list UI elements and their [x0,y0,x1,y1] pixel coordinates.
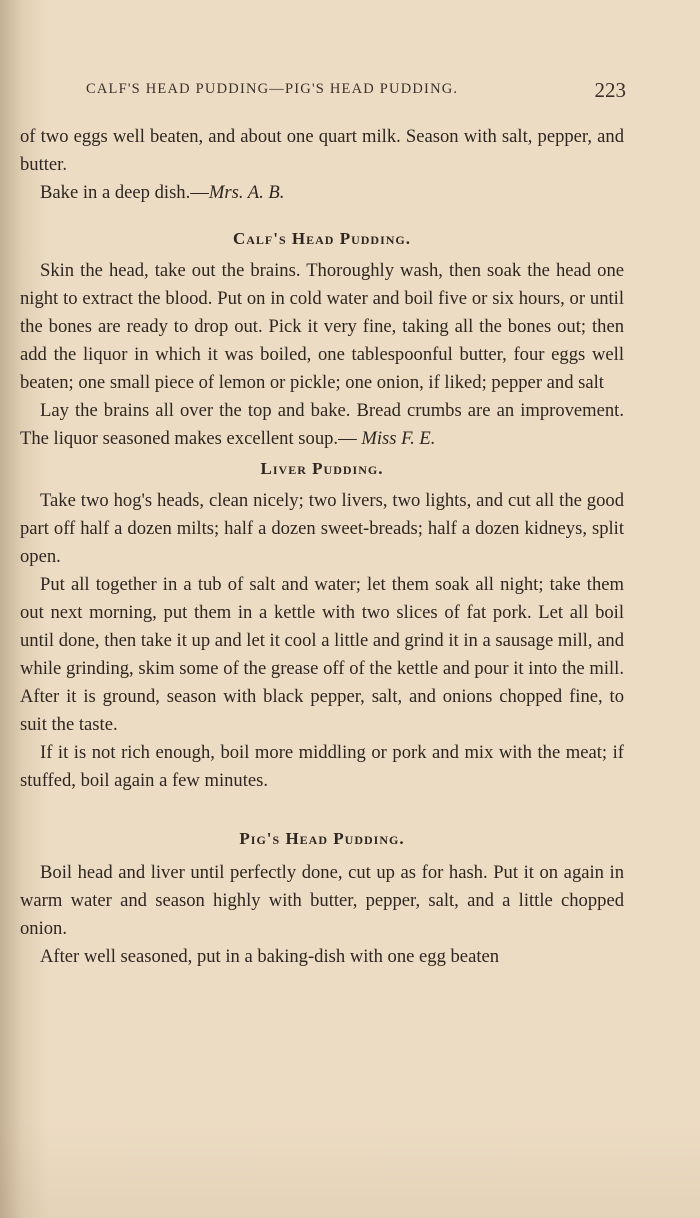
calfs-head-paragraph-2-text: Lay the brains all over the top and bake. Bread crumbs are an improvement. The liquor seasoned makes excellent soup.— [20,400,624,449]
heading-pigs-head-pudding: Pig's Head Pudding. [239,829,405,848]
intro-continuation: of two eggs well beaten, and about one quart milk. Season with salt, pepper, and butter. [20,126,624,175]
intro-note [20,179,624,207]
running-head [86,78,626,102]
heading-calfs-head-pudding: Calf's Head Pudding. [232,229,412,248]
calfs-head-paragraph-1: Skin the head, take out the brains. Thoroughly wash, then soak the head one night to extract the blood. Put on in cold water and boil five or six hours, or until the bones are ready to drop out. Pick it very fine, taking all the bones out; then add the liquor in which it was boiled, one tablespoonful butter, four eggs well beaten; one small piece of lemon or pickle; one onion, if liked; pepper and salt [20,260,624,393]
pigs-head-paragraph-2: After well seasoned, put in a baking-dish with one egg beaten [40,946,500,967]
calfs-head-paragraph-2 [20,397,624,453]
page-number: 223 [594,78,626,102]
liver-paragraph-2: Put all together in a tub of salt and water; let them soak all night; take them out next morning, put them in a kettle with two slices of fat pork. Let all boil until done, then take it up and let it cool a little and grind it in a sausage mill, and while grinding, skim some of the grease off of the kettle and pour it into the mill. After it is ground, season with black pepper, salt, and onions chopped fine, to suit the taste. [20,574,624,735]
page-body [20,123,624,971]
liver-paragraph-3: If it is not rich enough, boil more middling or pork and mix with the meat; if stuffed, boil again a few minutes. [20,742,624,791]
heading-liver-pudding: Liver Pudding. [260,459,384,478]
running-title: CALF'S HEAD PUDDING—PIG'S HEAD PUDDING. [86,81,459,97]
intro-signature: Mrs. A. B. [208,182,285,203]
intro-note-text: Bake in a deep dish.— [40,182,209,203]
pigs-head-paragraph-1: Boil head and liver until perfectly done, cut up as for hash. Put it on again in warm water and season highly with butter, pepper, salt, and a little chopped onion. [20,862,624,939]
liver-paragraph-1: Take two hog's heads, clean nicely; two livers, two lights, and cut all the good part off half a dozen milts; half a dozen sweet-breads; half a dozen kidneys, split open. [20,490,624,567]
calfs-head-signature: Miss F. E. [361,428,436,449]
